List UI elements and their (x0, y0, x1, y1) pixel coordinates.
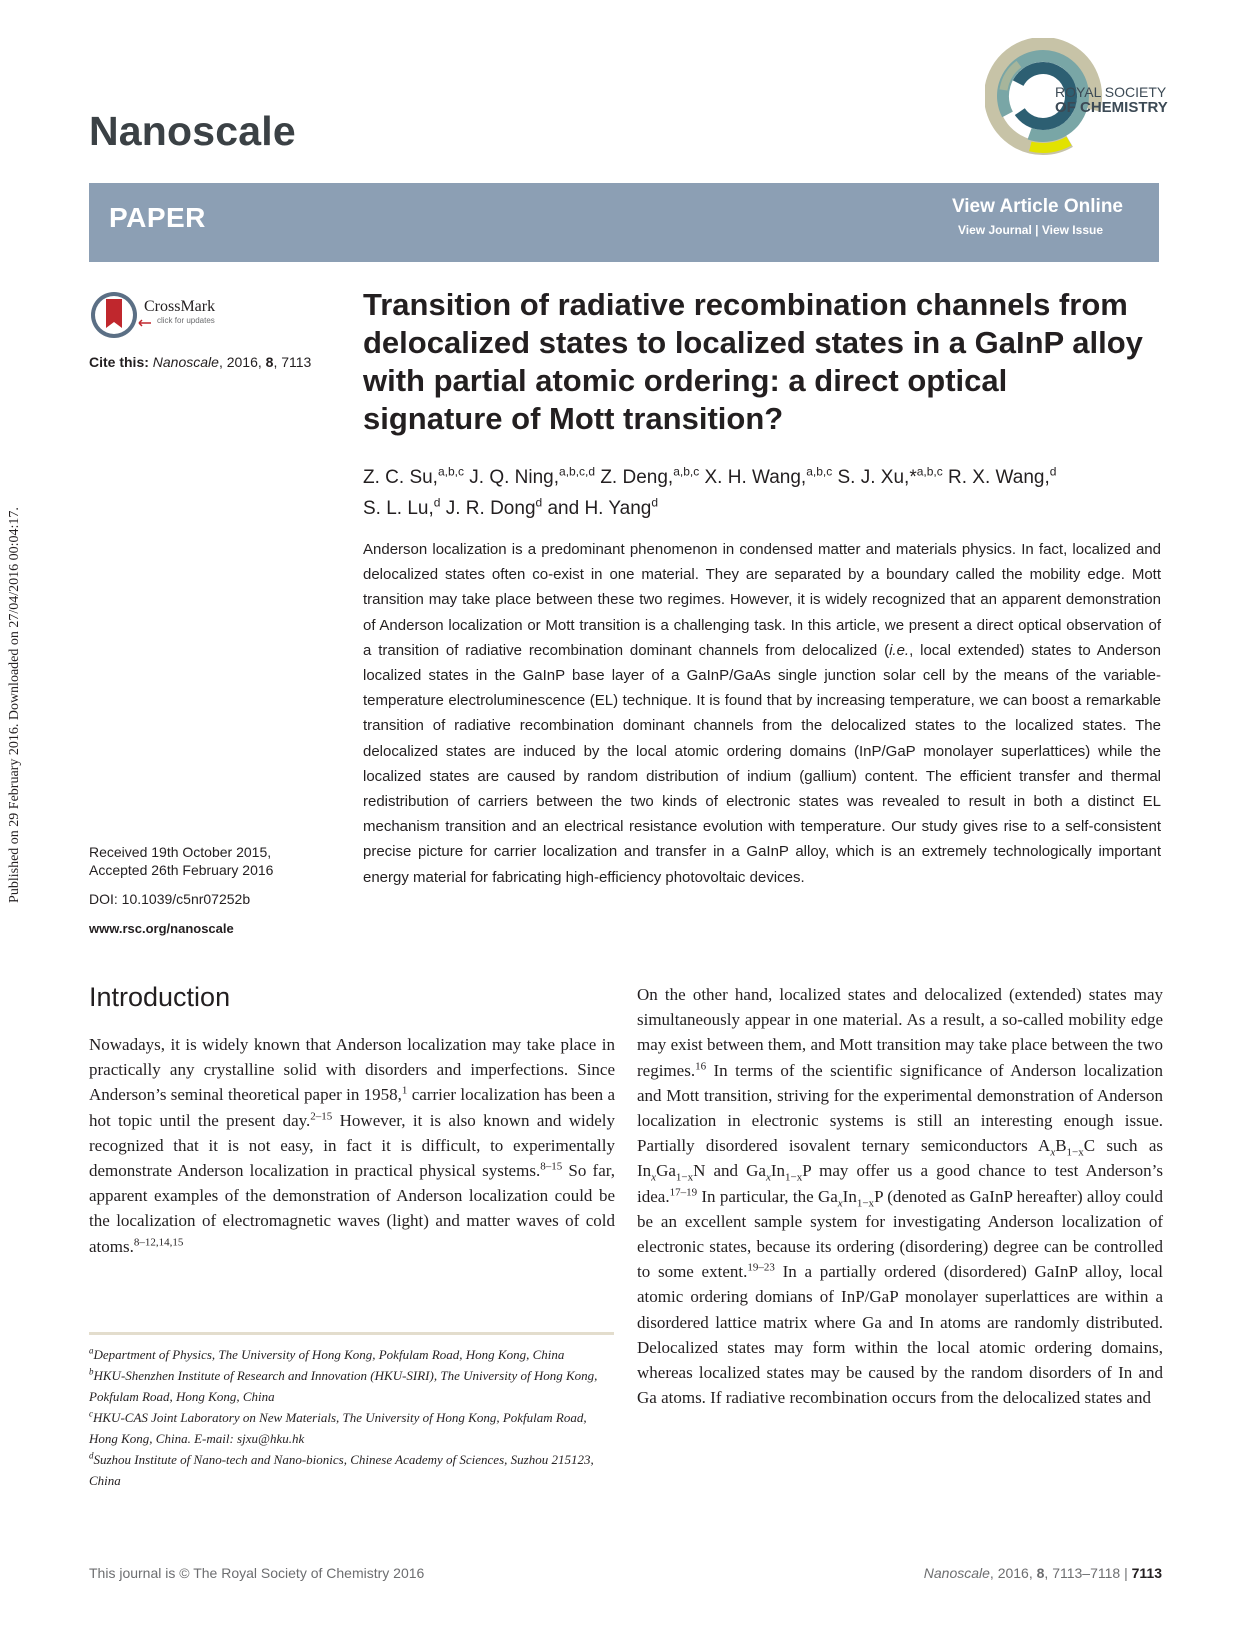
author-list (363, 460, 1153, 521)
author[interactable]: Z. Deng,$^{a,b,c}$ (595, 465, 700, 489)
cite-page: , 7113 (273, 354, 312, 370)
doi[interactable]: DOI: 10.1039/c5nr07252b (89, 891, 251, 907)
cite-this (89, 354, 311, 370)
download-note (4, 465, 26, 945)
citation-ref[interactable]: 1 (401, 1084, 408, 1097)
citation-ref[interactable]: 17–19 (669, 1185, 698, 1198)
view-links-separator: | (1035, 223, 1039, 237)
footnote: $^b$HKU-Shenzhen Institute of Research and Innovation (HKU-SIRI), The University of Hong Kong, Pokfulam Road, Hong Kong, China (89, 1366, 598, 1404)
section-heading-introduction: Introduction (89, 982, 231, 1012)
affiliation-footnotes (89, 1344, 614, 1491)
received-date: Received 19th October 2015, (89, 844, 272, 860)
page-footer: Nanoscale, 2016, 8, 7113–7118 | 7113 (923, 1565, 1162, 1581)
author[interactable]: R. X. Wang,$^d$ (942, 465, 1057, 489)
article-title: Transition of radiative recombination channels from delocalized states to localized states in a GaInP alloy with partial atomic ordering: a direct optical signature of Mott transition? (363, 287, 1143, 436)
citation-ref[interactable]: 8–15 (540, 1160, 563, 1173)
body-text-left-column: Nowadays, it is widely known that Anderson localization may take place in practically any crystalline solid with disorders and imperfections. Since Anderson’s seminal theoretical paper in 1958,$^1$ carrier localization has been a hot topic until the present day.$^{2-15}$ However, it is also known and widely recognized that it is not easy, in fact it is difficult, to experimentally demonstrate Anderson localization in practical physical systems.$^{8-15}$ So far, apparent examples of the demonstration of Anderson localization could be the localization of electromagnetic waves (light) and matter waves of cold atoms.$^{8-12,14,15}$ (89, 1035, 615, 1256)
author[interactable]: J. R. Dong$^d$ (440, 495, 543, 519)
cite-prefix: Cite this: (89, 354, 149, 370)
author[interactable]: and H. Yang$^d$ (542, 495, 659, 519)
author[interactable]: S. L. Lu,$^d$ (363, 495, 441, 519)
download-note-text: Published on 29 February 2016. Downloaded on 27/04/2016 00:04:17. (7, 507, 22, 903)
author[interactable]: J. Q. Ning,$^{a,b,c,d}$ (463, 465, 596, 489)
cite-volume: 8 (265, 354, 274, 370)
footnote: $^a$Department of Physics, The University of Hong Kong, Pokfulam Road, Hong Kong, China (89, 1345, 565, 1362)
view-issue-link[interactable]: View Issue (1041, 223, 1103, 237)
citation-ref[interactable]: 2–15 (310, 1109, 333, 1122)
crossmark-label[interactable]: CrossMark (144, 298, 216, 315)
article-banner (89, 183, 1159, 262)
journal-name: Nanoscale (89, 108, 296, 154)
rsc-logo-line1: ROYAL SOCIETY (1055, 84, 1167, 100)
footnote-divider (89, 1332, 614, 1335)
rsc-logo-line2: OF CHEMISTRY (1055, 99, 1168, 116)
author[interactable]: S. J. Xu,*$^{a,b,c}$ (832, 465, 943, 489)
page-number: 7113 (1131, 1565, 1162, 1581)
view-journal-link[interactable]: View Journal (957, 223, 1032, 237)
view-links (958, 223, 1103, 237)
accepted-date: Accepted 26th February 2016 (89, 862, 274, 878)
crossmark-sub-label[interactable]: click for updates (157, 316, 215, 325)
footnote: $^d$Suzhou Institute of Nano-tech and Nano-bionics, Chinese Academy of Sciences, Suzhou 215123, China (89, 1450, 594, 1488)
article-type-label: PAPER (109, 202, 206, 233)
rsc-logo-text (1055, 84, 1168, 116)
author[interactable]: X. H. Wang,$^{a,b,c}$ (699, 465, 833, 489)
view-article-online-link[interactable]: View Article Online (951, 196, 1123, 217)
copyright-footer: This journal is © The Royal Society of Chemistry 2016 (89, 1565, 425, 1581)
citation-ref[interactable]: 19–23 (747, 1261, 775, 1274)
abstract: Anderson localization is a predominant phenomenon in condensed matter and materials physics. In fact, localized and delocalized states often co-exist in one material. They are separated by a boundary called the mobility edge. Mott transition may take place between these two regimes. However, it is widely recognized that an apparent demonstration of Anderson localization or Mott transition is a challenging task. In this article, we present a direct optical observation of a transition of radiative recombination dominant channels from delocalized (i.e., local extended) states to Anderson localized states in the GaInP base layer of a GaInP/GaAs single junction solar cell by the means of the variable-temperature electroluminescence (EL) technique. It is found that by increasing temperature, we can boost a remarkable transition of radiative recombination dominant channels from the delocalized states to the localized states. The delocalized states are induced by the local atomic ordering domains (InP/GaP monolayer superlattices) while the localized states are caused by random distribution of indium (gallium) content. The efficient transfer and thermal redistribution of carriers between the two kinds of electronic states was revealed to result in both a distinct EL mechanism transition and an electrical resistance evolution with temperature. Our study gives rise to a self-consistent precise picture for carrier localization and transfer in a GaInP alloy, which is an extremely technologically important energy material for fabricating high-efficiency photovoltaic devices. (363, 541, 1162, 886)
cite-journal: Nanoscale (152, 354, 219, 370)
journal-url[interactable]: www.rsc.org/nanoscale (89, 921, 234, 936)
citation-ref[interactable]: 16 (695, 1059, 707, 1072)
footnote: $^c$HKU-CAS Joint Laboratory on New Materials, The University of Hong Kong, Pokfulam Road, Hong Kong, China. E-mail: sjxu@hku.hk (89, 1408, 587, 1446)
cite-year: , 2016, (218, 354, 266, 370)
author[interactable]: Z. C. Su,$^{a,b,c}$ (363, 465, 464, 489)
citation-ref[interactable]: 8–12,14,15 (133, 1235, 184, 1248)
body-text-right-column: On the other hand, localized states and delocalized (extended) states may simultaneously appear in one material. As a result, a so-called mobility edge may exist between them, and Mott transition may take place between the two regimes.$^{16}$ In terms of the scientific significance of Anderson localization and Mott transition, striving for the experimental demonstration of Anderson localization in electronic systems is still an interesting enough issue. Partially disordered isovalent ternary semiconductors $A_xB_{1-x}C$ such as $In_xGa_{1-x}N$ and $Ga_xIn_{1-x}P$ may offer us a good chance to test Anderson’s idea.$^{17-19}$ In particular, the $Ga_xIn_{1-x}P$ (denoted as GaInP hereafter) alloy could be an excellent sample system for investigating Anderson localization of electronic states, because its ordering (disordering) degree can be controlled to some extent.$^{19-23}$ In a partially ordered (disordered) GaInP alloy, local atomic ordering domians of InP/GaP monolayer superlattices are within a disordered lattice matrix where Ga and In atoms are randomly distributed. Delocalized states may form within the local atomic ordering domains, whereas localized states may be caused by the random disorders of In and Ga atoms. If radiative recombination occurs from the delocalized states and (637, 985, 1164, 1408)
article-dates (89, 843, 273, 879)
